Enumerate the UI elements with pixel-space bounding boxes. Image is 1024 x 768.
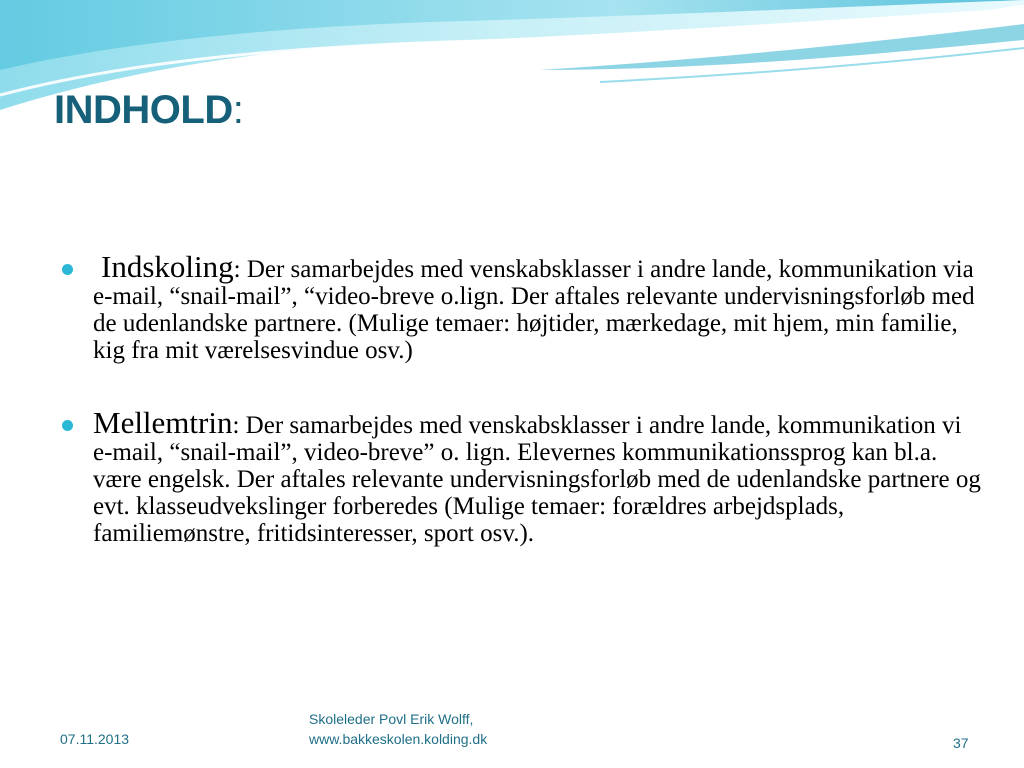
bullet-item-mellemtrin bbox=[62, 405, 982, 547]
bullet-dot-icon bbox=[62, 420, 73, 431]
bullet-term: Mellemtrin bbox=[93, 405, 233, 440]
footer-author bbox=[309, 709, 487, 749]
bullet-text bbox=[93, 405, 982, 547]
bullet-term: Indskoling bbox=[101, 249, 234, 284]
footer-page-number: 37 bbox=[953, 735, 969, 751]
footer-website: www.bakkeskolen.kolding.dk bbox=[309, 731, 488, 747]
footer-date: 07.11.2013 bbox=[60, 731, 130, 747]
bullet-text bbox=[93, 249, 982, 364]
bullet-body: : Der samarbejdes med venskabsklasser i andre lande, kommunikation vi e-mail, “snail-mail”, video-breve” o. lign. Elevernes kommunikationssprog kan bl.a. være engelsk. Der aftales relevante undervisningsforløb med de udenlandske partnere og evt. klasseudvekslinger forberedes (Mulige temaer: forældres arbejdsplads, familiemønstre, fritidsinteresser, sport osv.). bbox=[93, 412, 981, 547]
slide-title: INDHOLD: bbox=[54, 88, 244, 132]
bullet-body: : Der samarbejdes med venskabsklasser i andre lande, kommunikation via e-mail, “snail-mail”, “video-breve o.lign. Der aftales relevante undervisningsforløb med de udenlandske partnere. (Mulige temaer: højtider, mærkedage, mit hjem, min familie, kig fra mit værelsesvindue osv.) bbox=[93, 256, 975, 364]
footer-author-name: Skoleleder Povl Erik Wolff, bbox=[309, 711, 474, 727]
bullet-item-indskoling bbox=[62, 249, 982, 364]
bullet-dot-icon bbox=[62, 264, 73, 275]
bullet-list bbox=[62, 249, 982, 547]
